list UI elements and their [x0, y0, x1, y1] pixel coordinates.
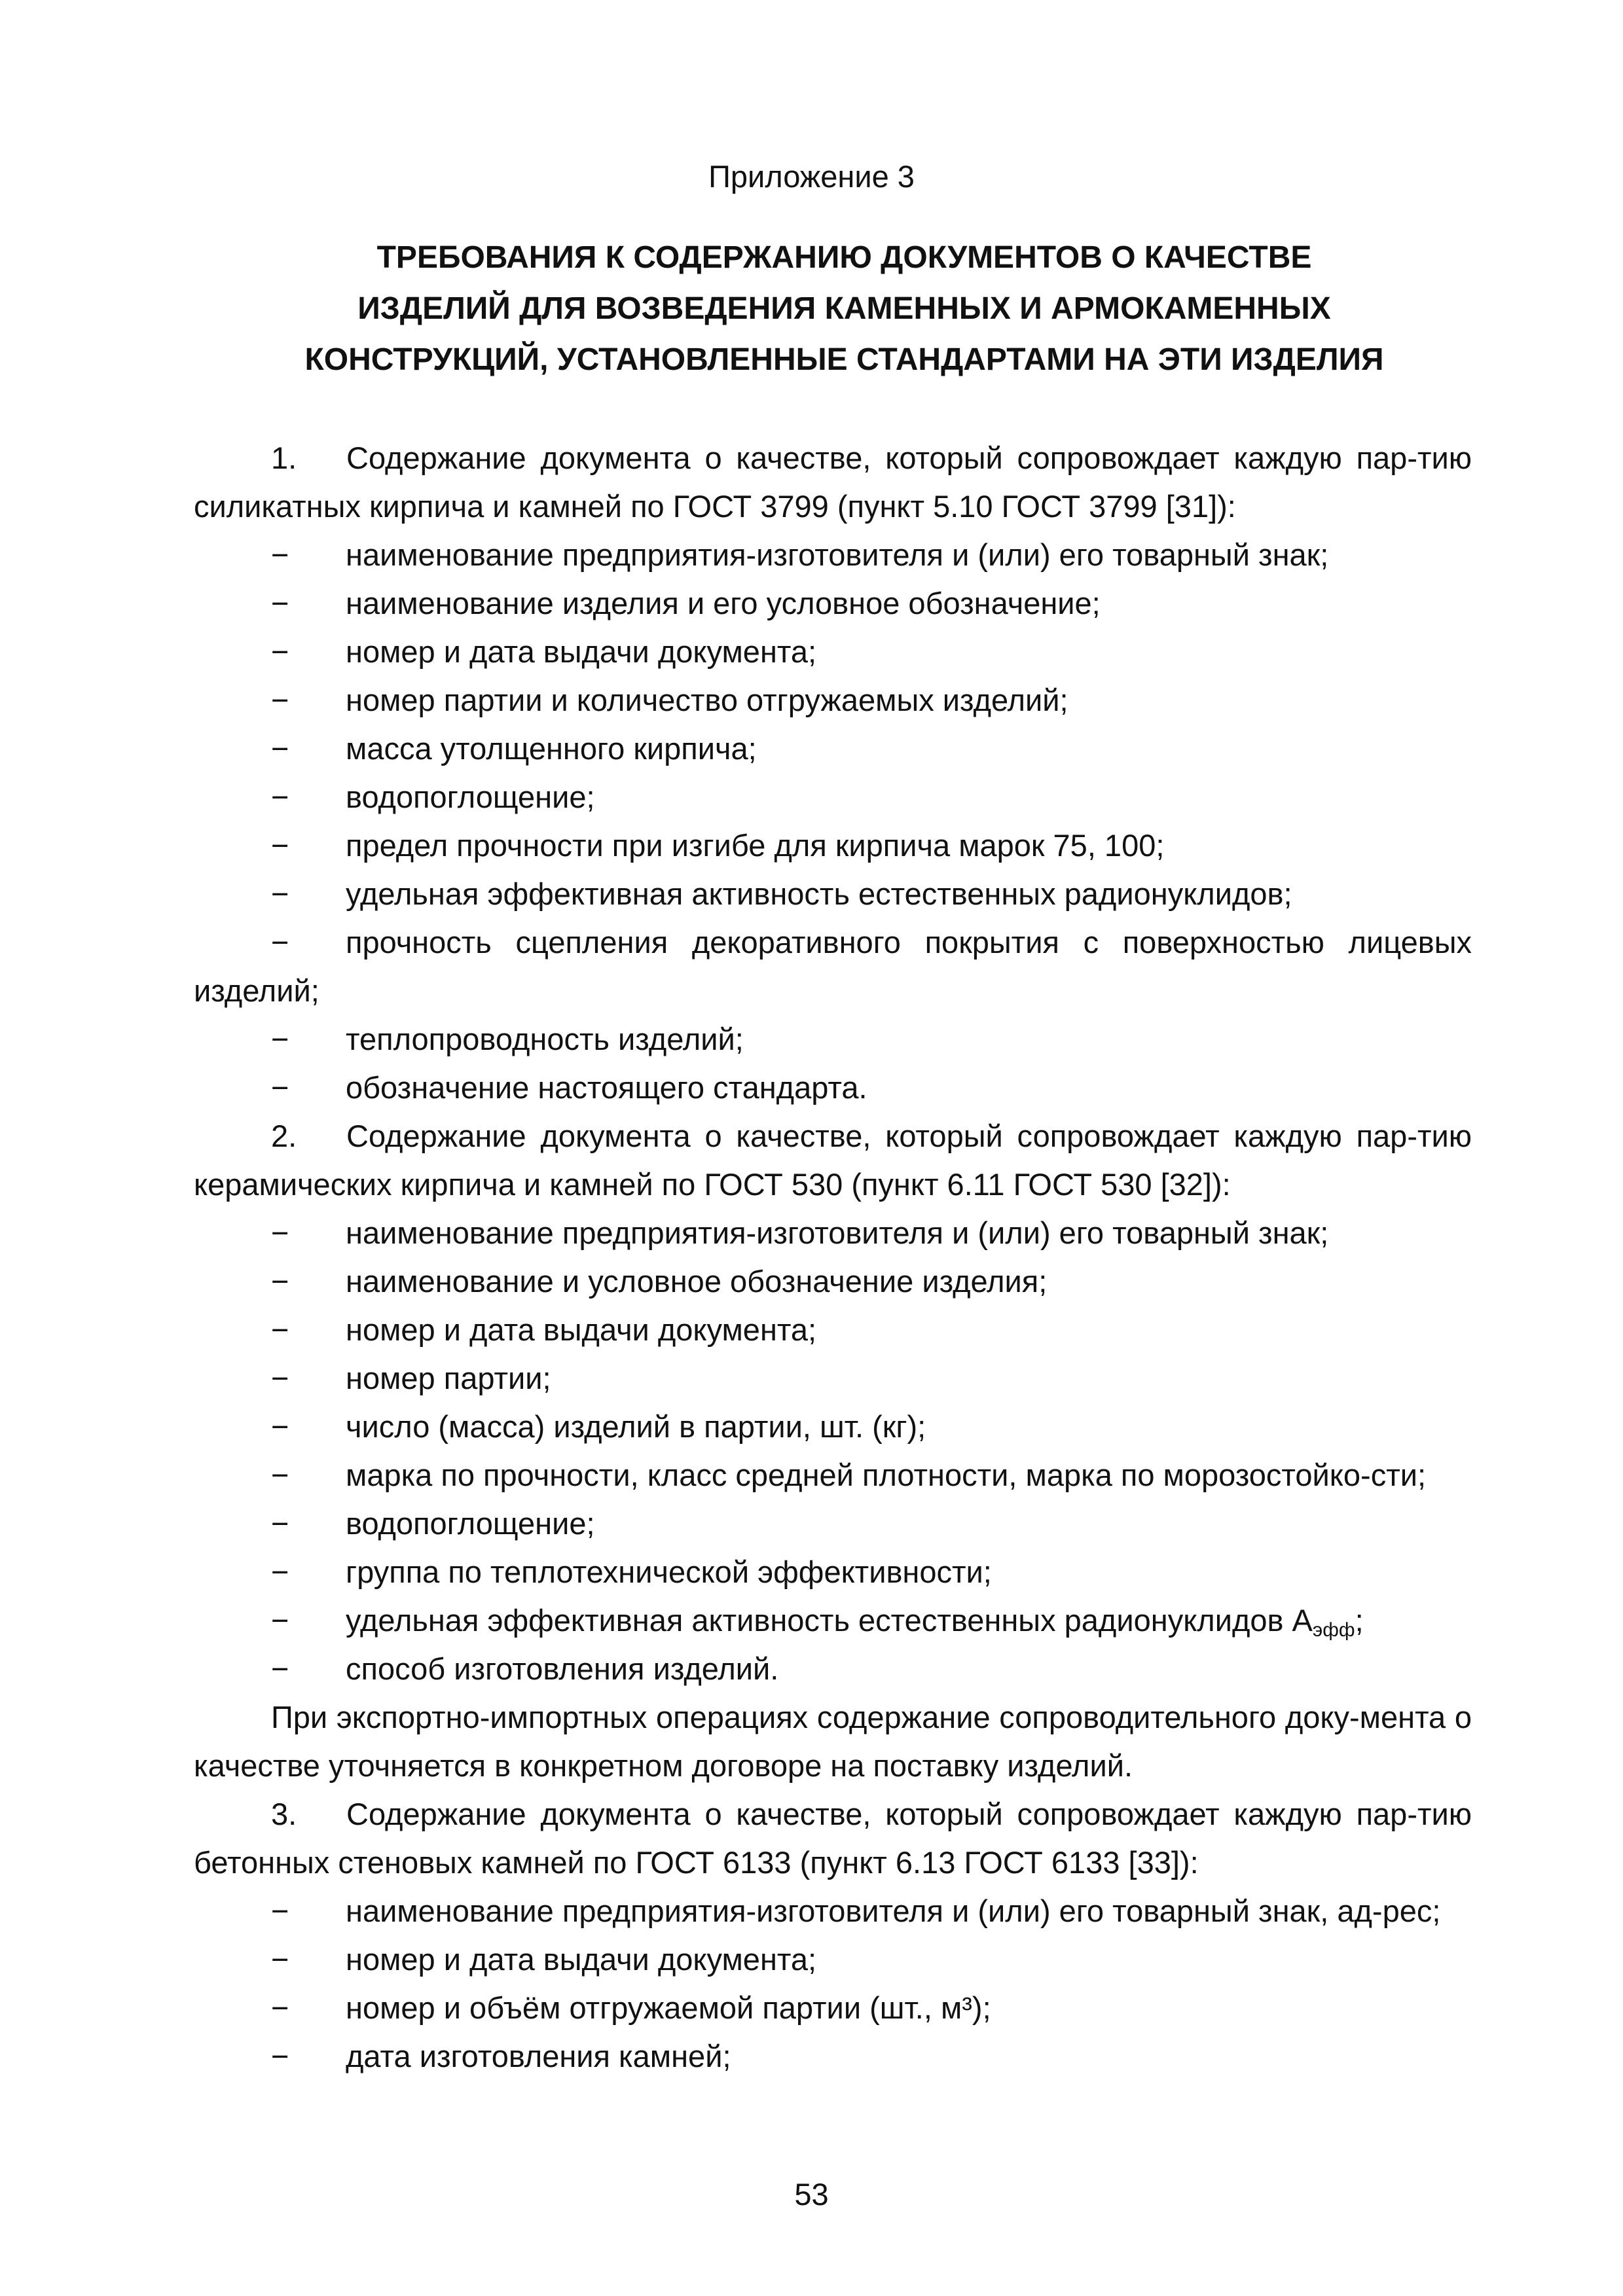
list-dash: −: [271, 1409, 289, 1444]
list-item-text: прочность сцепления декоративного покрытия с поверхностью лицевых изделий;: [194, 925, 1472, 1008]
list-dash: −: [271, 1215, 289, 1250]
list-dash: −: [271, 1603, 289, 1638]
list-item: [194, 1257, 1472, 1306]
list-item: [194, 1306, 1472, 1354]
list-item: [194, 725, 1472, 773]
section-2-note: При экспортно-импортных операциях содержание сопроводительного доку-мента о качестве уточняется в конкретном договоре на поставку изделий.: [194, 1700, 1472, 1783]
list-item-text: номер и дата выдачи документа;: [346, 1942, 817, 1977]
list-item-text: теплопроводность изделий;: [346, 1022, 744, 1056]
section-1-list: [194, 531, 1472, 1112]
list-item-text: наименование и условное обозначение изделия;: [346, 1264, 1048, 1299]
list-dash: −: [271, 1651, 289, 1686]
page-number: 53: [794, 2177, 829, 2212]
section-2-text: Содержание документа о качестве, который сопровождает каждую пар-тию керамических кирпича и камней по ГОСТ 530 (пункт 6.11 ГОСТ 530 [32]):: [194, 1119, 1472, 1202]
list-item: [194, 1064, 1472, 1112]
list-item: [194, 579, 1472, 628]
list-item-text: наименование предприятия-изготовителя и (или) его товарный знак;: [346, 537, 1329, 572]
list-dash: −: [271, 1312, 289, 1347]
list-item: [194, 1887, 1472, 1935]
list-item-text: марка по прочности, класс средней плотности, марка по морозостойко-сти;: [346, 1458, 1427, 1492]
list-item-text: водопоглощение;: [346, 780, 595, 814]
section-1-paragraph: [194, 434, 1472, 531]
list-item-text: дата изготовления камней;: [346, 2039, 731, 2073]
list-item-text: масса утолщенного кирпича;: [346, 731, 757, 766]
title-line-3: КОНСТРУКЦИЙ, УСТАНОВЛЕННЫЕ СТАНДАРТАМИ НА ЭТИ ИЗДЕЛИЯ: [304, 342, 1384, 377]
appendix-label: Приложение 3: [708, 159, 915, 194]
section-3-list: [194, 1887, 1472, 2081]
list-dash: −: [271, 1361, 289, 1395]
list-item-text: удельная эффективная активность естественных радионуклидов А: [346, 1603, 1313, 1638]
list-item-text: номер партии и количество отгружаемых изделий;: [346, 683, 1068, 717]
list-item-text: номер и объём отгружаемой партии (шт., м³);: [346, 1990, 991, 2025]
list-item-text: обозначение настоящего стандарта.: [346, 1070, 867, 1105]
list-item-text: водопоглощение;: [346, 1506, 595, 1541]
list-item: [194, 1451, 1472, 1499]
document-body: [194, 434, 1472, 2081]
list-item-text: номер и дата выдачи документа;: [346, 634, 817, 669]
list-item: [194, 628, 1472, 676]
list-dash: −: [271, 1022, 289, 1056]
section-1-text: Содержание документа о качестве, который сопровождает каждую пар-тию силикатных кирпича и камней по ГОСТ 3799 (пункт 5.10 ГОСТ 3799 [31]):: [194, 440, 1472, 524]
list-item: [194, 2032, 1472, 2081]
list-item: [194, 773, 1472, 821]
list-item: [194, 531, 1472, 579]
list-item-text: наименование предприятия-изготовителя и (или) его товарный знак, ад-рес;: [346, 1893, 1441, 1928]
list-item: [194, 1403, 1472, 1451]
section-2-number: 2.: [271, 1119, 297, 1153]
list-dash: −: [271, 1458, 289, 1492]
section-2-paragraph: [194, 1112, 1472, 1209]
list-dash: −: [271, 1942, 289, 1977]
list-item-subscript: эфф: [1312, 1619, 1355, 1641]
list-dash: −: [271, 1990, 289, 2025]
section-2-list: [194, 1209, 1472, 1596]
list-item-text: предел прочности при изгибе для кирпича марок 75, 100;: [346, 828, 1165, 863]
section-1-number: 1.: [271, 440, 297, 475]
list-dash: −: [271, 586, 289, 620]
list-item: [194, 821, 1472, 870]
list-dash: −: [271, 1070, 289, 1105]
list-dash: −: [271, 683, 289, 717]
list-item: [194, 1499, 1472, 1548]
list-item-text: удельная эффективная активность естественных радионуклидов;: [346, 876, 1292, 911]
list-item: [194, 918, 1472, 1015]
list-dash: −: [271, 1893, 289, 1928]
list-item: [194, 870, 1472, 918]
list-dash: −: [271, 2039, 289, 2073]
section-3-text: Содержание документа о качестве, который сопровождает каждую пар-тию бетонных стеновых камней по ГОСТ 6133 (пункт 6.13 ГОСТ 6133 [33]):: [194, 1797, 1472, 1880]
list-dash: −: [271, 1506, 289, 1541]
section-3-paragraph: [194, 1790, 1472, 1887]
list-dash: −: [271, 1554, 289, 1589]
list-item: [194, 1015, 1472, 1064]
title-line-1: ТРЕБОВАНИЯ К СОДЕРЖАНИЮ ДОКУМЕНТОВ О КАЧЕСТВЕ: [376, 240, 1312, 275]
list-item: [194, 1209, 1472, 1257]
list-item-text: номер партии;: [346, 1361, 551, 1395]
list-item: [194, 1548, 1472, 1596]
list-item: [194, 1645, 1472, 1693]
list-item-text: группа по теплотехнической эффективности;: [346, 1554, 992, 1589]
list-item: [194, 676, 1472, 725]
list-item-text: наименование предприятия-изготовителя и (или) его товарный знак;: [346, 1215, 1329, 1250]
list-item-text: способ изготовления изделий.: [346, 1651, 779, 1686]
list-item-text: наименование изделия и его условное обозначение;: [346, 586, 1101, 620]
section-3-number: 3.: [271, 1797, 297, 1831]
list-dash: −: [271, 731, 289, 766]
list-dash: −: [271, 634, 289, 669]
list-item: [194, 1354, 1472, 1403]
list-dash: −: [271, 828, 289, 863]
list-dash: −: [271, 537, 289, 572]
list-item-text: номер и дата выдачи документа;: [346, 1312, 817, 1347]
list-item: [194, 1984, 1472, 2032]
list-item: [194, 1596, 1472, 1645]
list-item: [194, 1935, 1472, 1984]
list-dash: −: [271, 876, 289, 911]
title-line-2: ИЗДЕЛИЙ ДЛЯ ВОЗВЕДЕНИЯ КАМЕННЫХ И АРМОКАМЕННЫХ: [357, 291, 1331, 326]
list-dash: −: [271, 1264, 289, 1299]
list-dash: −: [271, 780, 289, 814]
list-item-text: число (масса) изделий в партии, шт. (кг);: [346, 1409, 926, 1444]
list-item-end: ;: [1355, 1603, 1364, 1638]
document-title: [196, 232, 1492, 386]
list-dash: −: [271, 925, 289, 960]
